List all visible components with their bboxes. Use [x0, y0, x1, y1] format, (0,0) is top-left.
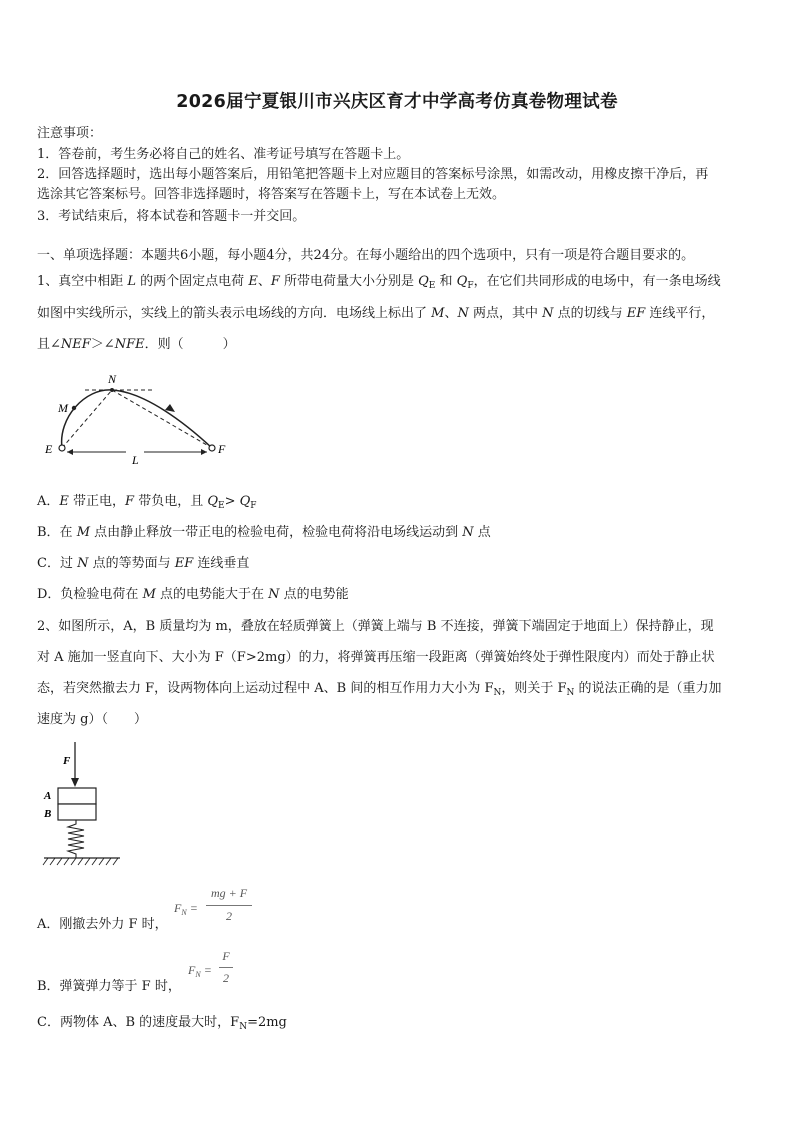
- section-heading: 一、单项选择题：本题共6小题，每小题4分，共24分。在每小题给出的四个选项中，只有一项是符合题目要求的。: [37, 248, 695, 263]
- q1-stem-line-1: 1、真空中相距 L 的两个固定点电荷 E、F 所带电荷量大小分别是 $Q_E$ 和 $Q_F$，在它们共同形成的电场中，有一条电场线: [37, 274, 721, 291]
- q2-option-a-numerator: mg + F: [210, 886, 248, 900]
- q2-option-b: B．弹簧弹力等于 F 时，: [37, 979, 181, 994]
- block-b: [58, 804, 96, 820]
- label-l: L: [132, 453, 139, 467]
- notice-heading: 注意事项：: [37, 126, 103, 141]
- label-force: F: [63, 755, 71, 767]
- label-m: M: [58, 401, 68, 415]
- q2-stem-line-2: 对 A 施加一竖直向下、大小为 F（F>2mg）的力，将弹簧再压缩一段距离（弹簧始终处于弹性限度内）而处于静止状: [37, 650, 715, 665]
- notice-item-2: 2．回答选择题时，选出每小题答案后，用铅笔把答题卡上对应题目的答案标号涂黑，如需改动，用橡皮擦干净后，再: [37, 167, 709, 182]
- q2-stem-line-1: 2、如图所示，A，B 质量均为 m，叠放在轻质弹簧上（弹簧上端与 B 不连接，弹簧下端固定于地面上）保持静止，现: [37, 619, 714, 634]
- q2-option-a-denominator: 2: [226, 909, 232, 923]
- q1-field-line-diagram: [40, 368, 240, 468]
- charge-e: [59, 445, 65, 451]
- label-block-b: B: [44, 808, 52, 820]
- q2-option-a-formula-lhs: $F_N$ =: [174, 901, 198, 917]
- q1-option-a: A．E 带正电，F 带负电，且 $Q_E> Q_F$: [37, 494, 257, 511]
- q2-option-b-numerator: F: [222, 949, 230, 963]
- q1-option-c: C．过 N 点的等势面与 EF 连线垂直: [37, 556, 250, 571]
- q2-option-b-formula-lhs: $F_N$ =: [188, 963, 212, 979]
- label-e: E: [45, 442, 53, 456]
- charge-f: [209, 445, 215, 451]
- ground-hatch: [43, 858, 118, 865]
- spring-coil: [68, 820, 84, 858]
- point-m: [72, 406, 76, 410]
- q2-stem-line-4: 速度为 g）（ ）: [37, 712, 147, 727]
- arrowhead-left: [67, 449, 73, 455]
- q2-option-c: C．两物体 A、B 的速度最大时，$F_N=2mg$: [37, 1015, 287, 1032]
- label-f: F: [218, 442, 226, 456]
- dashed-nf: [112, 390, 212, 448]
- q1-stem-line-3: 且∠NEF＞∠NFE．则（ ）: [37, 337, 236, 352]
- q1-option-b: B．在 M 点由静止释放一带正电的检验电荷，检验电荷将沿电场线运动到 N 点: [37, 525, 491, 540]
- label-block-a: A: [44, 790, 52, 802]
- dashed-ne: [62, 390, 112, 448]
- q1-stem-line-2: 如图中实线所示，实线上的箭头表示电场线的方向．电场线上标出了 M、N 两点，其中 N 点的切线与 EF 连线平行，: [37, 306, 715, 321]
- q2-spring-diagram: [38, 738, 128, 873]
- q2-option-a: A．刚撤去外力 F 时，: [37, 917, 168, 932]
- notice-item-2-cont: 选涂其它答案标号。回答非选择题时，将答案写在答题卡上，写在本试卷上无效。: [37, 187, 506, 202]
- field-line-curve: [62, 390, 212, 448]
- q2-stem-line-3: 态，若突然撤去力 F，设两物体向上运动过程中 A、B 间的相互作用力大小为 $F_N$，则关于 $F_N$ 的说法正确的是（重力加: [37, 681, 722, 698]
- page-title: 2026届宁夏银川市兴庆区育才中学高考仿真卷物理试卷: [176, 92, 618, 112]
- q2-option-a-fraction-bar: [206, 905, 252, 906]
- arrowhead-right: [201, 449, 207, 455]
- point-n: [110, 388, 114, 392]
- q2-option-b-fraction-bar: [219, 967, 233, 968]
- notice-item-1: 1．答卷前，考生务必将自己的姓名、准考证号填写在答题卡上。: [37, 147, 410, 162]
- q2-option-b-denominator: 2: [223, 971, 229, 985]
- force-arrowhead: [71, 778, 79, 787]
- block-a: [58, 788, 96, 804]
- notice-item-3: 3．考试结束后，将本试卷和答题卡一并交回。: [37, 209, 306, 224]
- q1-option-d: D．负检验电荷在 M 点的电势能大于在 N 点的电势能: [37, 587, 349, 602]
- label-n: N: [108, 372, 117, 386]
